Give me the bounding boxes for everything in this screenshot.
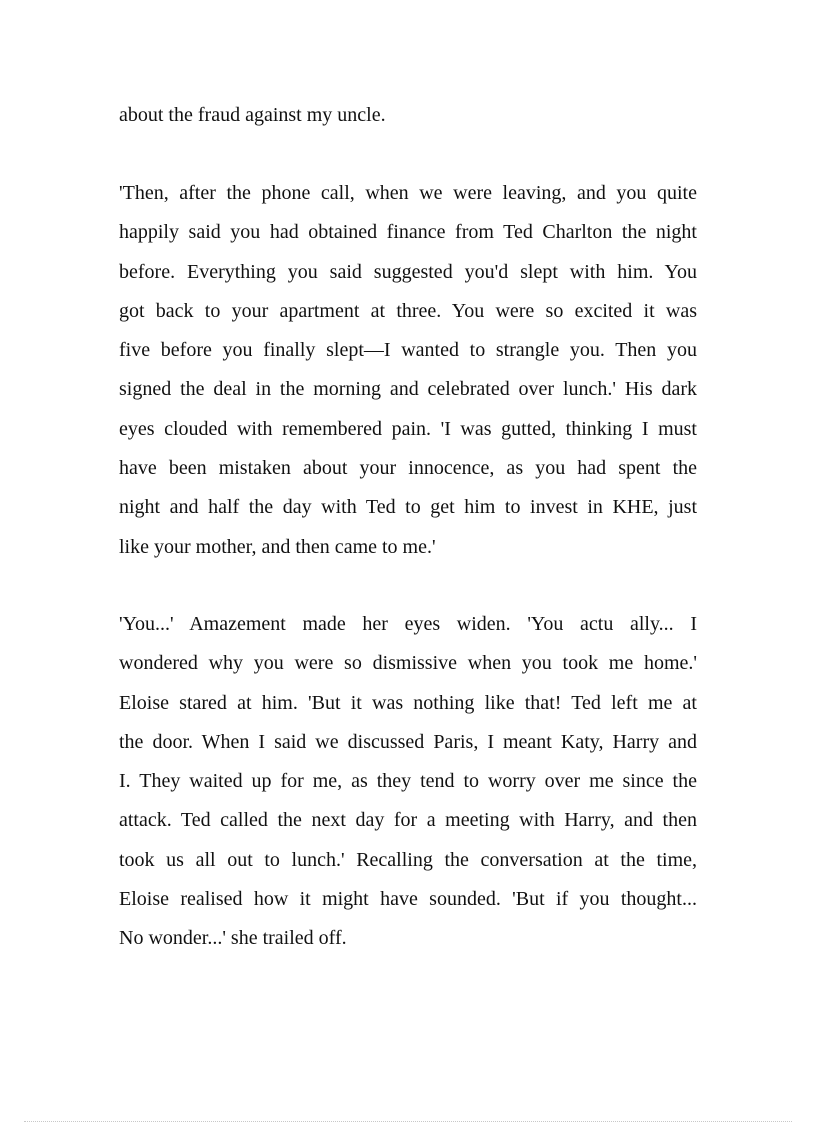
text-line: Eloise stared at him. 'But it was nothing like that! Ted left me at: [119, 691, 697, 714]
text-line: eyes clouded with remembered pain. 'I was gutted, thinking I must: [119, 417, 697, 440]
text-line: signed the deal in the morning and celebrated over lunch.' His dark: [119, 378, 697, 401]
text-line: wondered why you were so dismissive when you took me home.': [119, 652, 697, 675]
text-line: before. Everything you said suggested you'd slept with him. You: [119, 260, 697, 283]
text-line: attack. Ted called the next day for a meeting with Harry, and then: [119, 809, 697, 832]
text-line: five before you finally slept—I wanted to strangle you. Then you: [119, 339, 697, 362]
text-line: night and half the day with Ted to get him to invest in KHE, just: [119, 496, 697, 519]
text-line: 'You...' Amazement made her eyes widen. 'You actu ally... I: [119, 613, 697, 635]
page-bottom-divider: [24, 1121, 792, 1122]
text-line: got back to your apartment at three. You were so excited it was: [119, 299, 697, 322]
text-line: have been mistaken about your innocence, as you had spent the: [119, 457, 697, 480]
paragraph: [119, 174, 697, 567]
paragraph: [119, 96, 697, 135]
text-line: Eloise realised how it might have sounded. 'But if you thought...: [119, 888, 697, 911]
text-line: happily said you had obtained finance from Ted Charlton the night: [119, 221, 697, 244]
text-line: 'Then, after the phone call, when we were leaving, and you quite: [119, 182, 697, 204]
text-line: like your mother, and then came to me.': [119, 535, 436, 558]
text-line: about the fraud against my uncle.: [119, 104, 386, 126]
paragraph: [119, 605, 697, 959]
text-line: I. They waited up for me, as they tend to worry over me since the: [119, 770, 697, 793]
text-line: No wonder...' she trailed off.: [119, 927, 347, 950]
text-line: the door. When I said we discussed Paris, I meant Katy, Harry and: [119, 730, 697, 753]
text-line: took us all out to lunch.' Recalling the conversation at the time,: [119, 848, 697, 871]
